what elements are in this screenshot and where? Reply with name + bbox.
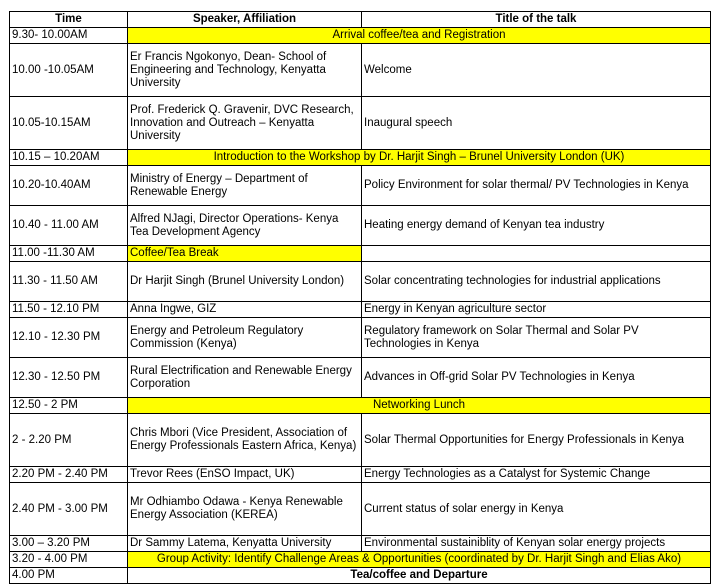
- session-cell: Group Activity: Identify Challenge Areas & Opportunities (coordinated by Dr. Harjit Singh and Elias Ako): [128, 552, 711, 568]
- table-row: [10, 44, 711, 97]
- title-cell: Inaugural speech: [362, 97, 711, 150]
- title-cell: Heating energy demand of Kenyan tea industry: [362, 206, 711, 246]
- time-cell: 9.30- 10.00AM: [10, 28, 128, 44]
- time-cell: 4.00 PM: [10, 568, 128, 584]
- title-cell: Energy in Kenyan agriculture sector: [362, 302, 711, 318]
- table-row: [10, 302, 711, 318]
- session-cell: Coffee/Tea Break: [128, 246, 362, 262]
- table-row: [10, 262, 711, 302]
- table-row: [10, 358, 711, 398]
- session-cell: Networking Lunch: [128, 398, 711, 414]
- header-title: Title of the talk: [362, 12, 711, 28]
- time-cell: 2.40 PM - 3.00 PM: [10, 483, 128, 536]
- time-cell: 10.40 - 11.00 AM: [10, 206, 128, 246]
- speaker-cell: Mr Odhiambo Odawa - Kenya Renewable Energy Association (KEREA): [128, 483, 362, 536]
- table-row: [10, 206, 711, 246]
- table-row: [10, 568, 711, 584]
- speaker-cell: Anna Ingwe, GIZ: [128, 302, 362, 318]
- title-cell: Solar concentrating technologies for industrial applications: [362, 262, 711, 302]
- session-cell: Tea/coffee and Departure: [128, 568, 711, 584]
- time-cell: 3.20 - 4.00 PM: [10, 552, 128, 568]
- time-cell: 11.30 - 11.50 AM: [10, 262, 128, 302]
- session-cell: Introduction to the Workshop by Dr. Harjit Singh – Brunel University London (UK): [128, 150, 711, 166]
- title-cell: Advances in Off-grid Solar PV Technologies in Kenya: [362, 358, 711, 398]
- time-cell: 10.20-10.40AM: [10, 166, 128, 206]
- table-row: [10, 166, 711, 206]
- speaker-cell: Energy and Petroleum Regulatory Commission (Kenya): [128, 318, 362, 358]
- title-cell: Environmental sustainiblity of Kenyan solar energy projects: [362, 536, 711, 552]
- time-cell: 10.05-10.15AM: [10, 97, 128, 150]
- title-cell: Current status of solar energy in Kenya: [362, 483, 711, 536]
- time-cell: 12.50 - 2 PM: [10, 398, 128, 414]
- table-row: [10, 398, 711, 414]
- time-cell: 10.00 -10.05AM: [10, 44, 128, 97]
- title-cell: Energy Technologies as a Catalyst for Systemic Change: [362, 467, 711, 483]
- speaker-cell: Alfred NJagi, Director Operations- Kenya Tea Development Agency: [128, 206, 362, 246]
- table-row: [10, 150, 711, 166]
- header-speaker: Speaker, Affiliation: [128, 12, 362, 28]
- session-cell: Arrival coffee/tea and Registration: [128, 28, 711, 44]
- title-cell: Regulatory framework on Solar Thermal and Solar PV Technologies in Kenya: [362, 318, 711, 358]
- table-row: [10, 28, 711, 44]
- title-cell: Policy Environment for solar thermal/ PV Technologies in Kenya: [362, 166, 711, 206]
- table-row: [10, 246, 711, 262]
- speaker-cell: Er Francis Ngokonyo, Dean- School of Engineering and Technology, Kenyatta University: [128, 44, 362, 97]
- title-cell: Solar Thermal Opportunities for Energy Professionals in Kenya: [362, 414, 711, 467]
- speaker-cell: Ministry of Energy – Department of Renewable Energy: [128, 166, 362, 206]
- speaker-cell: Dr Sammy Latema, Kenyatta University: [128, 536, 362, 552]
- speaker-cell: Trevor Rees (EnSO Impact, UK): [128, 467, 362, 483]
- empty-cell: [362, 246, 711, 262]
- header-row: [10, 12, 711, 28]
- time-cell: 3.00 – 3.20 PM: [10, 536, 128, 552]
- agenda-table: [9, 11, 711, 584]
- table-row: [10, 552, 711, 568]
- time-cell: 11.50 - 12.10 PM: [10, 302, 128, 318]
- title-cell: Welcome: [362, 44, 711, 97]
- speaker-cell: Dr Harjit Singh (Brunel University London): [128, 262, 362, 302]
- speaker-cell: Chris Mbori (Vice President, Association of Energy Professionals Eastern Africa, Kenya): [128, 414, 362, 467]
- time-cell: 11.00 -11.30 AM: [10, 246, 128, 262]
- table-row: [10, 97, 711, 150]
- table-row: [10, 483, 711, 536]
- table-row: [10, 467, 711, 483]
- time-cell: 10.15 – 10.20AM: [10, 150, 128, 166]
- header-time: Time: [10, 12, 128, 28]
- speaker-cell: Prof. Frederick Q. Gravenir, DVC Research, Innovation and Outreach – Kenyatta University: [128, 97, 362, 150]
- time-cell: 12.10 - 12.30 PM: [10, 318, 128, 358]
- table-row: [10, 414, 711, 467]
- time-cell: 12.30 - 12.50 PM: [10, 358, 128, 398]
- speaker-cell: Rural Electrification and Renewable Energy Corporation: [128, 358, 362, 398]
- table-row: [10, 536, 711, 552]
- table-row: [10, 318, 711, 358]
- time-cell: 2 - 2.20 PM: [10, 414, 128, 467]
- time-cell: 2.20 PM - 2.40 PM: [10, 467, 128, 483]
